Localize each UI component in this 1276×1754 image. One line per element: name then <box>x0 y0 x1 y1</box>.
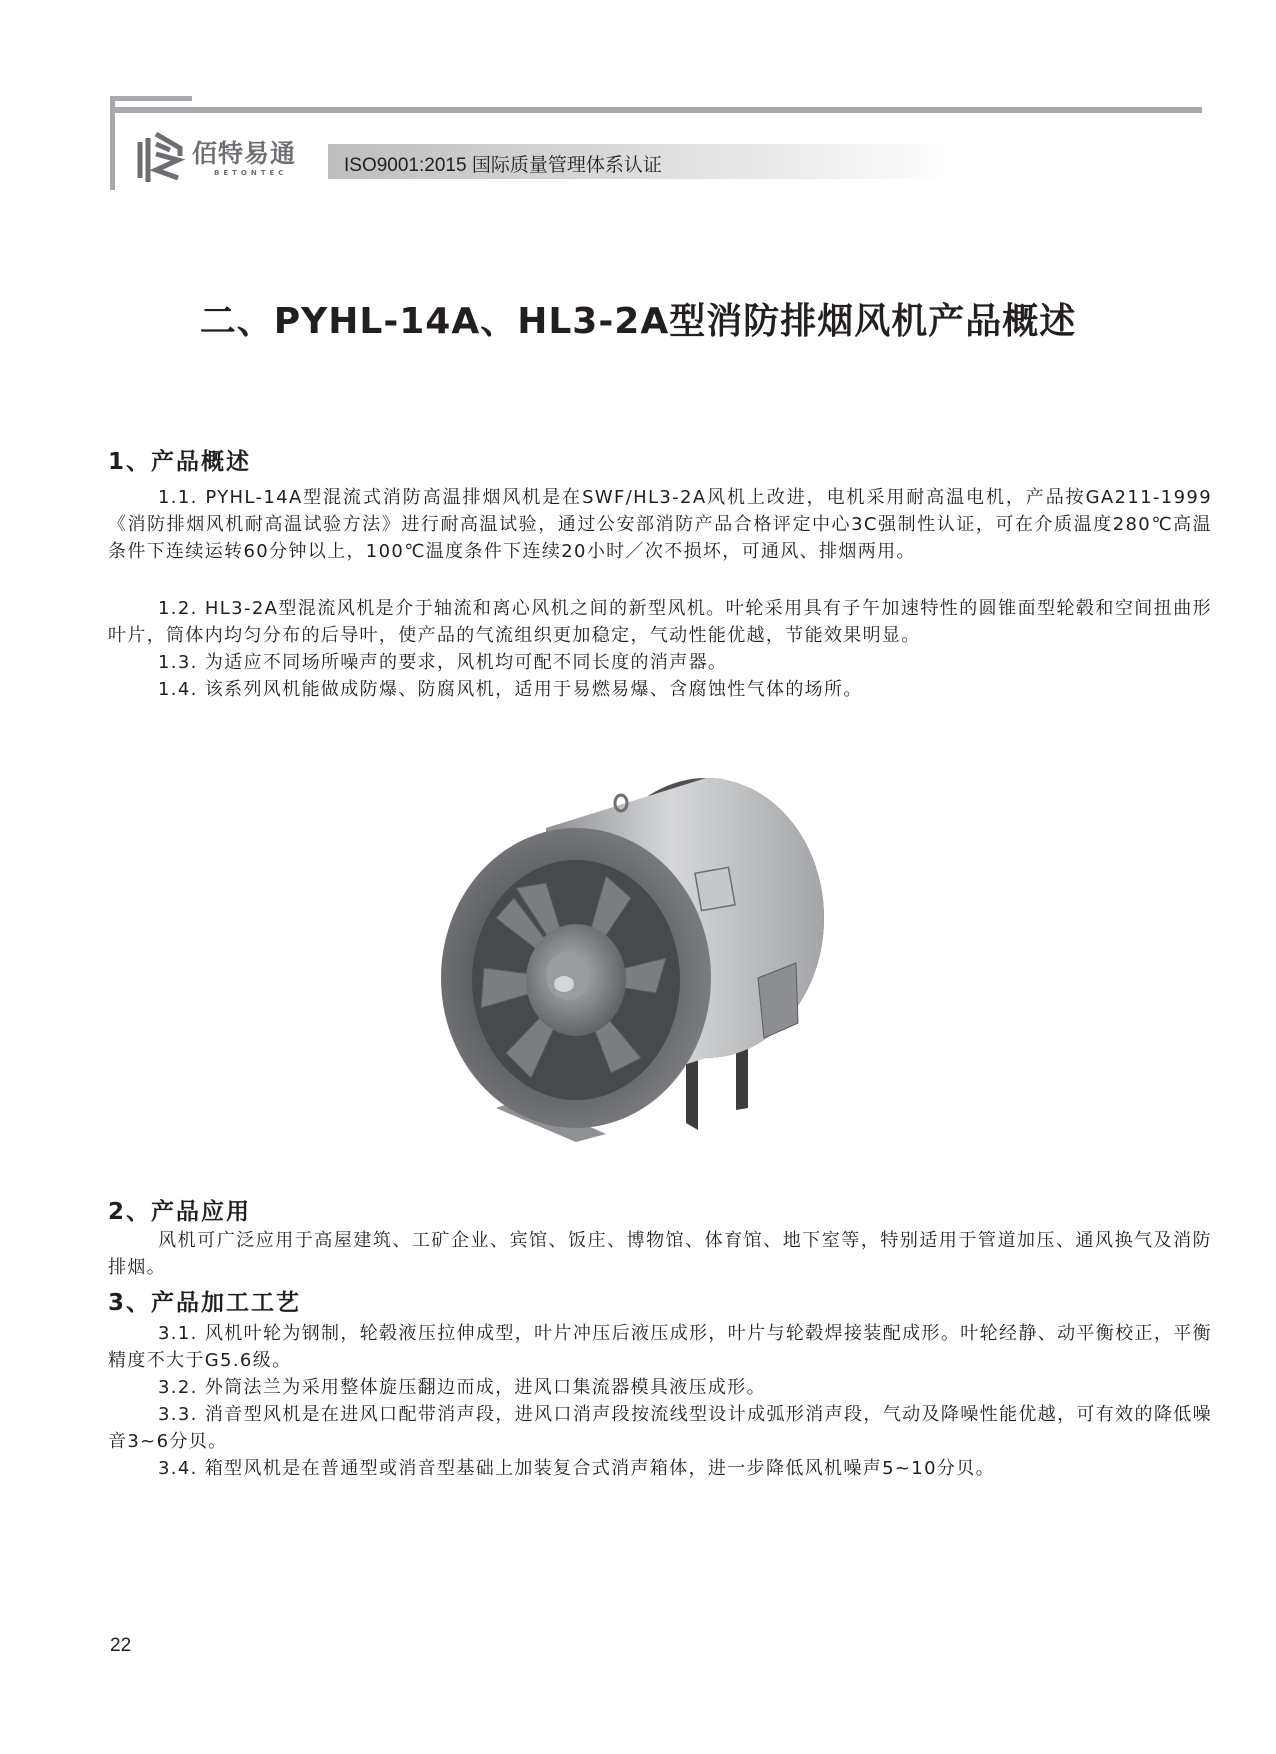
page-number: 22 <box>110 1635 132 1656</box>
paragraph-1-2 <box>108 595 1212 649</box>
paragraph-text: 3.1. 风机叶轮为钢制，轮毂液压拉伸成型，叶片冲压后液压成形，叶片与轮毂焊接装配成形。叶轮经静、动平衡校正，平衡精度不大于G5.6级。 <box>108 1323 1212 1371</box>
paragraph-text: 3.4. 箱型风机是在普通型或消音型基础上加装复合式消声箱体，进一步降低风机噪声5~10分贝。 <box>158 1458 995 1479</box>
certification-band <box>328 144 948 179</box>
paragraph-text: 1.4. 该系列风机能做成防爆、防腐风机，适用于易燃易爆、含腐蚀性气体的场所。 <box>158 679 863 700</box>
logo-name-cn: 佰特易通 <box>192 139 297 168</box>
logo-name-en: BETONTEC <box>214 169 288 177</box>
header-frame-top-long <box>110 107 1202 113</box>
paragraph-3-4 <box>108 1455 1212 1482</box>
paragraph-2 <box>108 1227 1212 1281</box>
certification-text: ISO9001:2015 国际质量管理体系认证 <box>344 155 662 176</box>
logo-mark-icon <box>134 130 186 186</box>
paragraph-text: 3.3. 消音型风机是在进风口配带消声段，进风口消声段按流线型设计成弧形消声段，气动及降噪性能优越，可有效的降低噪音3~6分贝。 <box>108 1404 1212 1452</box>
paragraph-3-3 <box>108 1401 1212 1455</box>
paragraph-1-4 <box>108 676 1212 703</box>
company-logo <box>134 128 314 188</box>
paragraph-text: 风机可广泛应用于高屋建筑、工矿企业、宾馆、饭庄、博物馆、体育馆、地下室等，特别适用于管道加压、通风换气及消防排烟。 <box>108 1230 1212 1278</box>
paragraph-text: 1.2. HL3-2A型混流风机是介于轴流和离心风机之间的新型风机。叶轮采用具有子午加速特性的圆锥面型轮毂和空间扭曲形叶片，筒体内均匀分布的后导叶，使产品的气流组织更加稳定，气动性能优越，节能效果明显。 <box>108 598 1212 646</box>
paragraph-text: 1.1. PYHL-14A型混流式消防高温排烟风机是在SWF/HL3-2A风机上改进，电机采用耐高温电机，产品按GA211-1999《消防排烟风机耐高温试验方法》进行耐高温试验，通过公安部消防产品合格评定中心3C强制性认证，可在介质温度280℃高温条件下连续运转60分钟以上，100℃温度条件下连续20小时／次不损坏，可通风、排烟两用。 <box>108 487 1212 562</box>
header-frame-left <box>110 96 115 190</box>
section-heading-overview: 1、产品概述 <box>108 449 252 475</box>
header-frame-top-short <box>110 96 192 101</box>
paragraph-3-1 <box>108 1320 1212 1374</box>
section-heading-application: 2、产品应用 <box>108 1199 252 1225</box>
page-title: 二、PYHL-14A、HL3-2A型消防排烟风机产品概述 <box>199 301 1077 342</box>
paragraph-text: 3.2. 外筒法兰为采用整体旋压翻边而成，进风口集流器模具液压成形。 <box>158 1377 766 1398</box>
fan-product-image <box>436 758 836 1142</box>
section-heading-process: 3、产品加工工艺 <box>108 1290 302 1316</box>
paragraph-3-2 <box>108 1374 1212 1401</box>
paragraph-1-1 <box>108 484 1212 565</box>
paragraph-1-3 <box>108 649 1212 676</box>
paragraph-text: 1.3. 为适应不同场所噪声的要求，风机均可配不同长度的消声器。 <box>158 652 728 673</box>
